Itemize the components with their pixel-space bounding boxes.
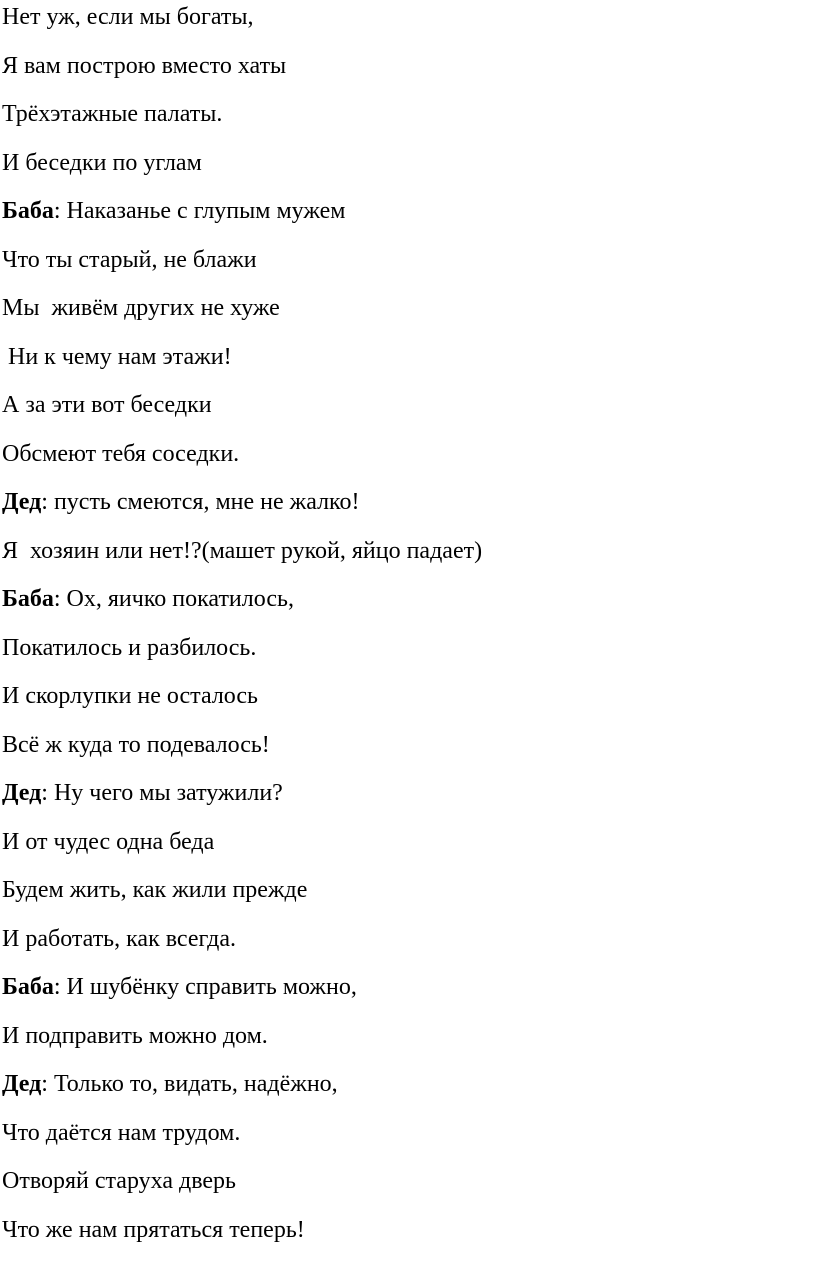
line-text: Нет уж, если мы богаты, — [2, 4, 254, 30]
text-line — [2, 1021, 816, 1070]
line-text: Отворяй старуха дверь — [2, 1168, 236, 1194]
line-text: Что же нам прятаться теперь! — [2, 1216, 305, 1243]
text-line — [2, 1166, 816, 1215]
text-line — [2, 2, 816, 51]
text-line — [2, 730, 816, 779]
line-text: : Ну чего мы затужили? — [41, 780, 283, 806]
line-text: И подправить можно дом. — [2, 1022, 268, 1049]
line-text: Покатилось и разбилось. — [2, 634, 257, 661]
line-text: А за эти вот беседки — [2, 392, 212, 418]
line-text: Будем жить, как жили прежде — [2, 877, 308, 903]
line-text: : Наказанье с глупым мужем — [53, 198, 346, 224]
line-text: Что даётся нам трудом. — [2, 1119, 241, 1146]
text-line — [2, 293, 816, 342]
text-line — [2, 536, 816, 585]
text-line — [2, 196, 816, 245]
line-text: Я вам построю вместо хаты — [2, 52, 287, 79]
text-line — [2, 681, 816, 730]
line-text: Трёхэтажные палаты. — [2, 101, 223, 127]
text-line — [2, 924, 816, 973]
text-line — [2, 51, 816, 100]
speaker-name: Дед — [2, 489, 42, 515]
text-line — [2, 1069, 816, 1118]
speaker-name: Баба — [2, 974, 54, 1000]
line-text: И работать, как всегда. — [2, 925, 237, 952]
line-text: : пусть смеются, мне не жалко! — [41, 489, 360, 515]
line-text: Обсмеют тебя соседки. — [2, 440, 240, 467]
line-text: И от чудес одна беда — [2, 828, 215, 855]
text-line — [2, 487, 816, 536]
speaker-name: Баба — [2, 198, 54, 224]
text-line — [2, 99, 816, 148]
line-text: Ни к чему нам этажи! — [2, 343, 232, 370]
text-line — [2, 245, 816, 294]
speaker-name: Баба — [2, 586, 54, 612]
line-text: И скорлупки не осталось — [2, 683, 258, 709]
line-text: Что ты старый, не блажи — [2, 246, 257, 273]
text-line — [2, 778, 816, 827]
speaker-name: Дед — [2, 780, 42, 806]
line-text: : Только то, видать, надёжно, — [41, 1071, 338, 1097]
text-line — [2, 875, 816, 924]
text-line — [2, 972, 816, 1021]
text-line — [2, 342, 816, 391]
text-line — [2, 633, 816, 682]
text-line — [2, 439, 816, 488]
text-line — [2, 1118, 816, 1167]
text-line — [2, 584, 816, 633]
line-text: И беседки по углам — [2, 149, 202, 176]
text-line — [2, 148, 816, 197]
text-line — [2, 390, 816, 439]
text-line — [2, 1215, 816, 1264]
line-text: Мы живём других не хуже — [2, 295, 280, 321]
line-text: Всё ж куда то подевалось! — [2, 731, 270, 758]
speaker-name: Дед — [2, 1071, 42, 1097]
line-text: : Ох, яичко покатилось, — [53, 586, 294, 612]
line-text: Я хозяин или нет!?(машет рукой, яйцо падает) — [2, 537, 483, 564]
line-text: : И шубёнку справить можно, — [53, 974, 357, 1000]
text-line — [2, 827, 816, 876]
